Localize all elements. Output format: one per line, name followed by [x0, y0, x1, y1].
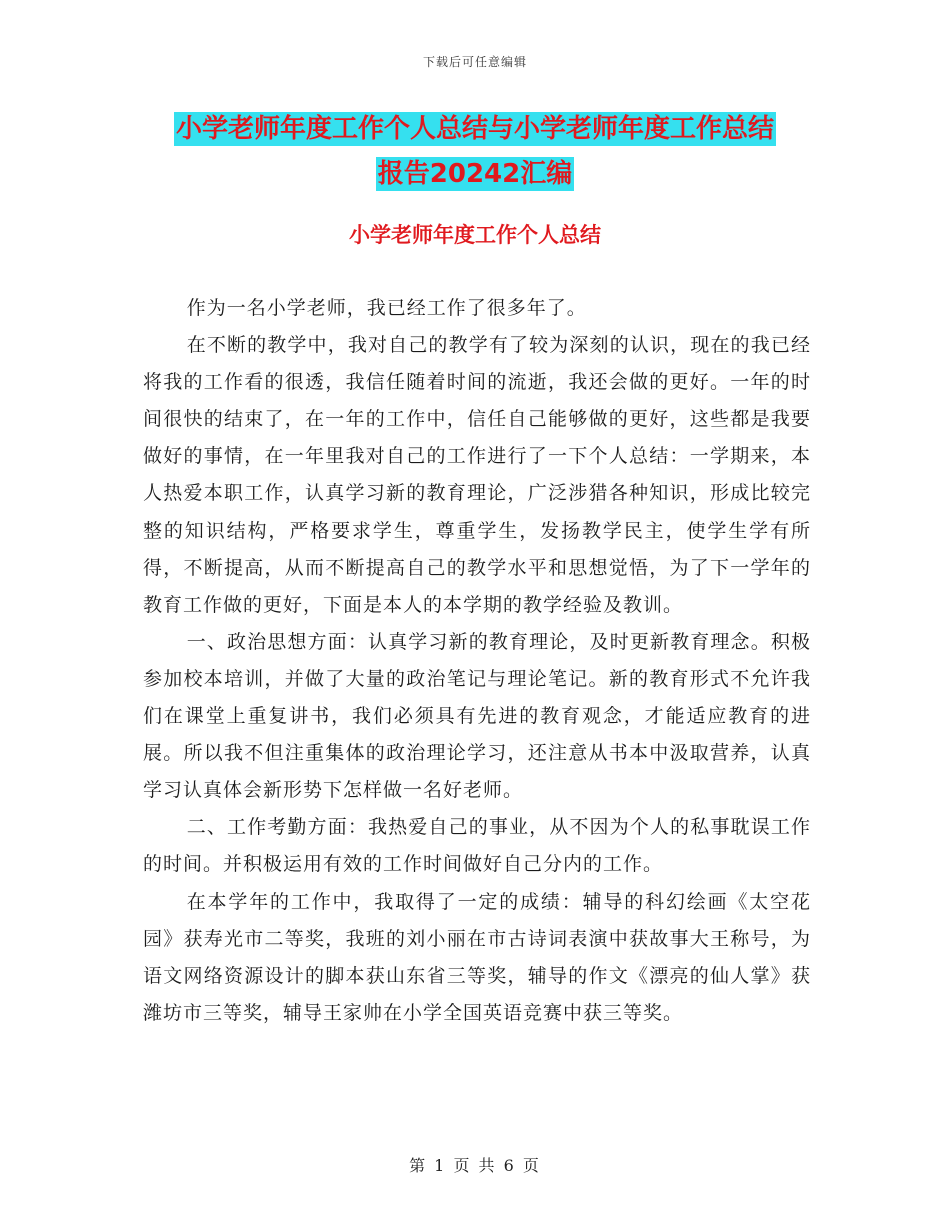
document-title-line-1 — [0, 111, 950, 147]
document-body — [143, 290, 811, 1032]
document-title-text-2: 报告20242汇编 — [377, 159, 573, 189]
document-title-text-1: 小学老师年度工作个人总结与小学老师年度工作总结 — [175, 114, 774, 144]
header-note: 下载后可任意编辑 — [422, 55, 527, 69]
paragraph: 在本学年的工作中，我取得了一定的成绩：辅导的科幻绘画《太空花园》获寿光市二等奖，我班的刘小丽在市古诗词表演中获故事大王称号，为语文网络资源设计的脚本获山东省三等奖，辅导的作文《漂亮的仙人掌》获潍坊市三等奖，辅导王家帅在小学全国英语竞赛中获三等奖。 — [143, 890, 811, 1024]
document-title-line-2 — [0, 156, 950, 192]
paragraph: 二、工作考勤方面：我热爱自己的事业，从不因为个人的私事耽误工作的时间。并积极运用有效的工作时间做好自己分内的工作。 — [143, 816, 811, 876]
paragraph: 作为一名小学老师，我已经工作了很多年了。 — [186, 297, 587, 319]
section-title: 小学老师年度工作个人总结 — [349, 223, 601, 247]
page-number: 第 1 页 共 6 页 — [409, 1156, 541, 1175]
paragraph: 在不断的教学中，我对自己的教学有了较为深刻的认识，现在的我已经将我的工作看的很透，我信任随着时间的流逝，我还会做的更好。一年的时间很快的结束了，在一年的工作中，信任自己能够做的更好，这些都是我要做好的事情，在一年里我对自己的工作进行了一下个人总结：一学期来，本人热爱本职工作，认真学习新的教育理论，广泛涉猎各种知识，形成比较完整的知识结构，严格要求学生，尊重学生，发扬教学民主，使学生学有所得，不断提高，从而不断提高自己的教学水平和思想觉悟，为了下一学年的教育工作做的更好，下面是本人的本学期的教学经验及教训。 — [143, 334, 811, 616]
paragraph: 一、政治思想方面：认真学习新的教育理论，及时更新教育理念。积极参加校本培训，并做了大量的政治笔记与理论笔记。新的教育形式不允许我们在课堂上重复讲书，我们必须具有先进的教育观念，才能适应教育的进展。所以我不但注重集体的政治理论学习，还注意从书本中汲取营养，认真学习认真体会新形势下怎样做一名好老师。 — [143, 630, 811, 802]
